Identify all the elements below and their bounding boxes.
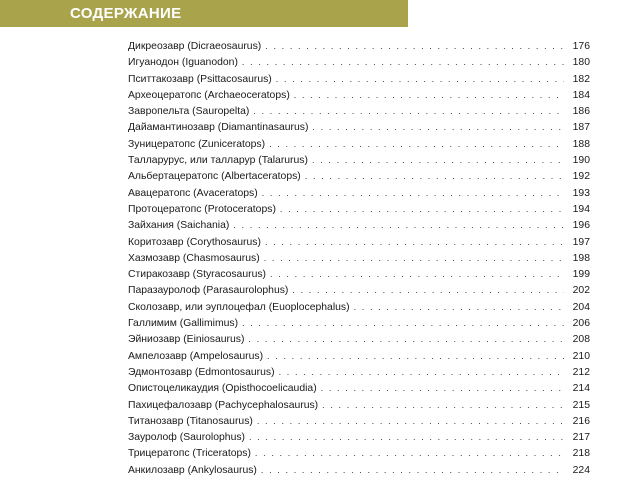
toc-entry-title: Зауролоф (Saurolophus) [128,432,246,444]
toc-entry-title: Протоцератопс (Protoceratops) [128,203,276,215]
toc-leader-dots [305,168,564,184]
table-of-contents [128,38,590,478]
toc-leader-dots [279,364,564,380]
toc-entry-page: 194 [572,203,590,215]
toc-leader-dots [270,266,564,282]
toc-entry[interactable] [128,119,590,135]
toc-entry-page: 182 [572,73,590,85]
toc-leader-dots [233,217,564,233]
toc-leader-dots [294,87,564,103]
toc-entry-page: 180 [572,57,590,69]
toc-entry-title: Альбертацератопс (Albertaceratops) [128,171,301,183]
toc-entry-page: 212 [572,366,590,378]
toc-entry-page: 176 [572,41,590,52]
toc-entry[interactable] [128,71,590,87]
toc-entry-page: 188 [572,138,590,150]
toc-leader-dots [264,250,564,266]
toc-leader-dots [242,315,564,331]
toc-entry[interactable] [128,315,590,331]
toc-leader-dots [262,185,564,201]
toc-entry[interactable] [128,54,590,70]
toc-leader-dots [242,54,564,70]
toc-entry[interactable] [128,413,590,429]
toc-entry[interactable] [128,380,590,396]
toc-entry-page: 190 [572,155,590,167]
toc-leader-dots [265,234,564,250]
toc-entry-title: Игуанодон (Iguanodon) [128,57,238,69]
toc-entry-title: Пситтакозавр (Psittacosaurus) [128,73,272,85]
toc-leader-dots [322,397,564,413]
toc-entry[interactable] [128,266,590,282]
toc-entry[interactable] [128,445,590,461]
toc-entry-title: Титанозавр (Titanosaurus) [128,415,253,427]
toc-entry[interactable] [128,462,590,478]
toc-entry-page: 206 [572,318,590,330]
toc-entry-page: 214 [572,383,590,395]
toc-entry-title: Анкилозавр (Ankylosaurus) [128,464,257,476]
toc-entry-page: 184 [572,89,590,101]
toc-entry-title: Опистоцеликаудия (Opisthocoelicaudia) [128,383,317,395]
toc-leader-dots [312,152,564,168]
toc-entry[interactable] [128,217,590,233]
page-title: СОДЕРЖАНИЕ [70,5,182,22]
toc-entry-page: 197 [572,236,590,248]
toc-entry-page: 216 [572,415,590,427]
toc-entry-title: Зайхания (Saichania) [128,220,230,232]
toc-leader-dots [267,348,564,364]
toc-entry[interactable] [128,331,590,347]
toc-entry[interactable] [128,168,590,184]
toc-entry[interactable] [128,348,590,364]
toc-entry-title: Трицератопс (Triceratops) [128,448,251,460]
toc-leader-dots [265,38,564,54]
toc-entry-page: 218 [572,448,590,460]
toc-entry-page: 202 [572,285,590,297]
toc-entry-title: Авацератопс (Avaceratops) [128,187,258,199]
toc-leader-dots [249,429,564,445]
toc-entry[interactable] [128,201,590,217]
toc-entry-page: 196 [572,220,590,232]
toc-entry-title: Хазмозавр (Chasmosaurus) [128,252,260,264]
toc-entry-page: 210 [572,350,590,362]
toc-entry-title: Паразауролоф (Parasaurolophus) [128,285,289,297]
toc-entry-page: 187 [572,122,590,134]
toc-entry-title: Пахицефалозавр (Pachycephalosaurus) [128,399,319,411]
toc-entry[interactable] [128,185,590,201]
toc-entry[interactable] [128,282,590,298]
header-bar [0,0,408,27]
toc-entry-page: 193 [572,187,590,199]
toc-leader-dots [255,445,564,461]
toc-entry[interactable] [128,152,590,168]
toc-entry-title: Эйниозавр (Einiosaurus) [128,334,245,346]
toc-entry-page: 199 [572,269,590,281]
toc-entry[interactable] [128,364,590,380]
toc-entry[interactable] [128,103,590,119]
toc-entry[interactable] [128,299,590,315]
toc-leader-dots [261,462,564,478]
toc-entry-page: 192 [572,171,590,183]
toc-leader-dots [253,103,564,119]
toc-entry-page: 204 [572,301,590,313]
toc-leader-dots [257,413,564,429]
toc-entry-title: Коритозавр (Corythosaurus) [128,236,261,248]
toc-entry[interactable] [128,38,590,54]
toc-entry[interactable] [128,397,590,413]
toc-entry-page: 208 [572,334,590,346]
toc-entry[interactable] [128,136,590,152]
toc-entry-page: 224 [572,464,590,476]
toc-entry-title: Сколозавр, или эуплоцефал (Euoplocephalus) [128,301,350,313]
toc-leader-dots [312,119,564,135]
toc-entry[interactable] [128,234,590,250]
toc-entry-title: Талларурус, или талларур (Talarurus) [128,155,308,167]
toc-entry-page: 215 [572,399,590,411]
toc-entry[interactable] [128,250,590,266]
toc-entry-page: 186 [572,106,590,118]
toc-leader-dots [248,331,564,347]
toc-entry-title: Дикреозавр (Dicraeosaurus) [128,41,262,52]
toc-leader-dots [321,380,564,396]
toc-leader-dots [280,201,564,217]
toc-entry-page: 217 [572,432,590,444]
toc-entry-title: Археоцератопс (Archaeoceratops) [128,89,290,101]
toc-entry-title: Дайамантинозавр (Diamantinasaurus) [128,122,309,134]
toc-entry[interactable] [128,429,590,445]
toc-entry-page: 198 [572,252,590,264]
toc-entry-title: Стиракозавр (Styracosaurus) [128,269,267,281]
toc-leader-dots [269,136,564,152]
toc-leader-dots [292,282,564,298]
toc-entry-title: Зуницератопс (Zuniceratops) [128,138,266,150]
toc-leader-dots [276,71,564,87]
toc-entry-title: Галлимим (Gallimimus) [128,318,239,330]
toc-entry[interactable] [128,87,590,103]
toc-entry-title: Эдмонтозавр (Edmontosaurus) [128,366,275,378]
toc-leader-dots [354,299,564,315]
toc-entry-title: Завропельта (Sauropelta) [128,106,250,118]
toc-entry-title: Ампелозавр (Ampelosaurus) [128,350,264,362]
